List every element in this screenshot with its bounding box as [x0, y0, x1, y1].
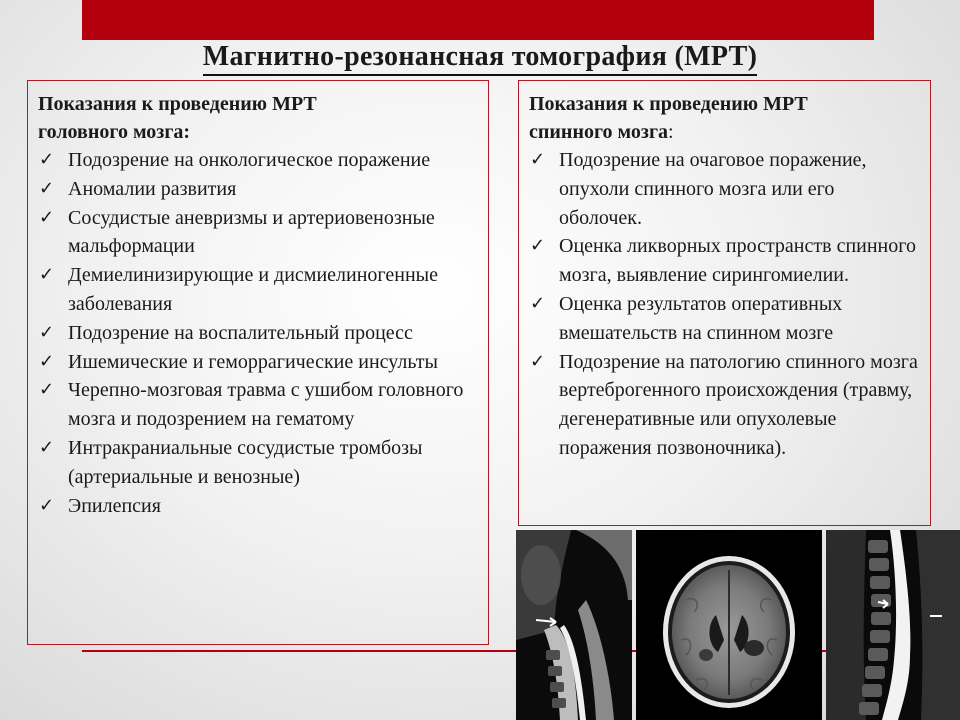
brain-indications-list: [38, 146, 478, 520]
brain-panel-heading: Показания к проведению МРТ головного мозга:: [38, 93, 317, 143]
checkmark-icon: ✓: [39, 264, 55, 286]
list-item: ✓ Аномалии развития: [38, 175, 478, 204]
list-item: ✓ Ишемические и геморрагические инсульты: [38, 348, 478, 377]
mri-cervical-spine-image: [516, 530, 632, 720]
list-item: ✓ Оценка ликворных пространств спинного мозга, выявление сирингомиелии.: [529, 232, 920, 290]
checkmark-icon: ✓: [39, 206, 55, 228]
checkmark-icon: ✓: [39, 436, 55, 458]
list-item: ✓ Эпилепсия: [38, 492, 478, 521]
top-accent-bar: [82, 0, 874, 40]
checkmark-icon: ✓: [530, 149, 546, 170]
checkmark-icon: ✓: [39, 177, 55, 199]
list-item: ✓ Демиелинизирующие и дисмиелиногенные заболевания: [38, 261, 478, 319]
checkmark-icon: ✓: [530, 235, 546, 257]
list-item: ✓ Подозрение на очаговое поражение, опухоли спинного мозга или его оболочек.: [529, 146, 920, 232]
spine-panel-heading: Показания к проведению МРТ спинного мозга:: [529, 93, 808, 143]
spine-indications-panel: [518, 80, 931, 526]
slide-title: Магнитно-резонансная томография (МРТ): [0, 40, 960, 76]
mri-thoracolumbar-spine-image: [826, 530, 960, 720]
checkmark-icon: ✓: [39, 379, 55, 401]
checkmark-icon: ✓: [39, 350, 55, 372]
list-item: ✓ Подозрение на онкологическое поражение: [38, 146, 478, 175]
list-item: ✓ Интракраниальные сосудистые тромбозы (артериальные и венозные): [38, 434, 478, 492]
spine-indications-list: [529, 146, 920, 463]
checkmark-icon: ✓: [530, 292, 546, 314]
checkmark-icon: ✓: [39, 149, 55, 170]
mri-brain-axial-image: [636, 530, 822, 720]
brain-indications-panel: [27, 80, 489, 645]
list-item: ✓ Сосудистые аневризмы и артериовенозные мальформации: [38, 204, 478, 262]
list-item: ✓ Оценка результатов оперативных вмешательств на спинном мозге: [529, 290, 920, 348]
list-item: ✓ Подозрение на воспалительный процесс: [38, 319, 478, 348]
list-item: ✓ Подозрение на патологию спинного мозга вертеброгенного происхождения (травму, дегенеративные или опухолевые поражения позвоночника).: [529, 348, 920, 463]
checkmark-icon: ✓: [39, 494, 55, 516]
list-item: ✓ Черепно-мозговая травма с ушибом головного мозга и подозрением на гематому: [38, 376, 478, 434]
checkmark-icon: ✓: [530, 350, 546, 372]
checkmark-icon: ✓: [39, 321, 55, 343]
